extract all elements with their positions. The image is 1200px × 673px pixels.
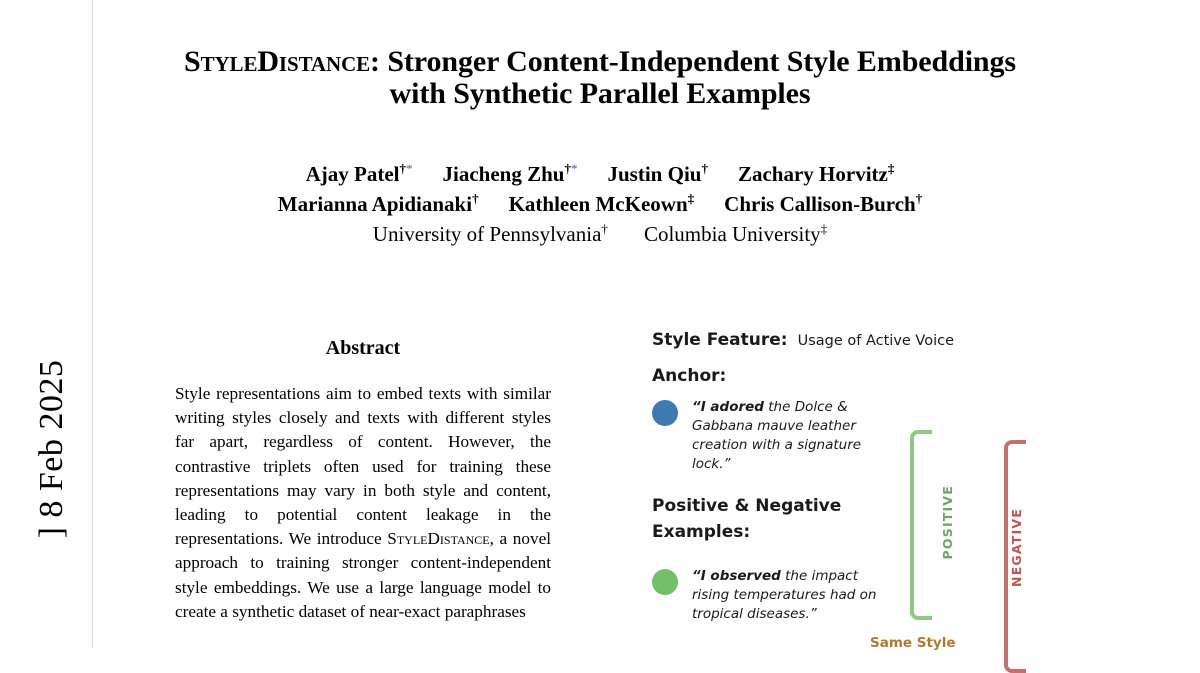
figure-1-triplet-diagram xyxy=(652,330,1072,651)
author-affil-mark: ‡ xyxy=(687,190,695,206)
author-affil-mark: ‡ xyxy=(887,161,895,176)
negative-bracket-label: NEGATIVE xyxy=(1009,508,1024,587)
abstract-method-name: StyleDistance xyxy=(387,529,490,549)
same-style-annotation: Same Style xyxy=(870,635,956,651)
affiliation-list xyxy=(150,220,1050,249)
page-margin-rule xyxy=(92,0,93,648)
anchor-quote-bold: “I adored xyxy=(692,399,764,415)
author-name: Justin Qiu xyxy=(607,162,702,186)
affiliation-name: University of Pennsylvania xyxy=(372,222,602,246)
abstract-part-3: , a novel approach to training stronger content-independent style embeddings. We use a large language model to create a synthetic dataset of near-exact paraphrases xyxy=(175,529,551,621)
affiliation-mark: ‡ xyxy=(820,221,828,236)
author-affil-mark: † xyxy=(564,161,571,176)
abstract-heading: Abstract xyxy=(325,337,401,359)
author-name: Chris Callison-Burch xyxy=(724,191,916,216)
title-second-line: with Synthetic Parallel Examples xyxy=(389,77,811,111)
author-name: Kathleen McKeown xyxy=(508,191,688,216)
positive-bracket xyxy=(910,430,932,620)
author-name: Zachary Horvitz xyxy=(737,162,888,186)
positive-quote xyxy=(692,567,882,624)
anchor-quote-rest: the Dolce & Gabbana mauve leather creation with a signature lock.” xyxy=(692,399,862,472)
anchor-label: Anchor: xyxy=(652,366,727,386)
author-equal-contrib-mark: * xyxy=(406,161,413,176)
positive-bracket-label: POSITIVE xyxy=(940,485,955,560)
author-name: Jiacheng Zhu xyxy=(442,162,565,186)
style-feature-label: Style Feature: xyxy=(652,330,788,350)
arxiv-side-stamp: ] 8 Feb 2025 xyxy=(33,359,70,539)
author-list xyxy=(150,160,1050,220)
author-name: Ajay Patel xyxy=(305,162,400,186)
anchor-dot-icon xyxy=(652,400,678,426)
positive-dot-icon xyxy=(652,569,678,595)
author-row-1 xyxy=(150,160,1050,190)
style-feature-value: Usage of Active Voice xyxy=(797,333,955,349)
author-row-2 xyxy=(150,190,1050,220)
anchor-quote xyxy=(692,398,882,474)
author-affil-mark: † xyxy=(472,190,479,206)
author-name: Marianna Apidianaki xyxy=(277,191,473,216)
abstract-text xyxy=(175,382,551,624)
title-rest-part: : Stronger Content-Independent Style Embeddings xyxy=(370,45,1016,78)
author-affil-mark: † xyxy=(701,161,708,176)
style-feature-row xyxy=(652,330,1072,350)
title-smallcaps-part: StyleDistance xyxy=(184,45,371,78)
positive-negative-label: Positive & Negative Examples: xyxy=(652,496,842,542)
abstract-part-1: Style representations aim to embed texts with similar writing styles closely and texts with different styles far apart, regardless of content. However, the contrastive triplets often used for training these representations may vary in both style and content, leading to potential content leakage in the representations. We introduce xyxy=(175,384,551,549)
positive-quote-bold: “I observed xyxy=(692,568,781,584)
page-title xyxy=(150,46,1050,111)
author-affil-mark: † xyxy=(915,190,923,206)
affiliation-name: Columbia University xyxy=(643,222,821,246)
affiliation-mark: † xyxy=(601,221,608,236)
positive-quote-rest: the impact rising temperatures had on tropical diseases.” xyxy=(692,568,877,622)
author-affil-mark: † xyxy=(399,161,406,176)
author-equal-contrib-mark: * xyxy=(570,161,578,176)
